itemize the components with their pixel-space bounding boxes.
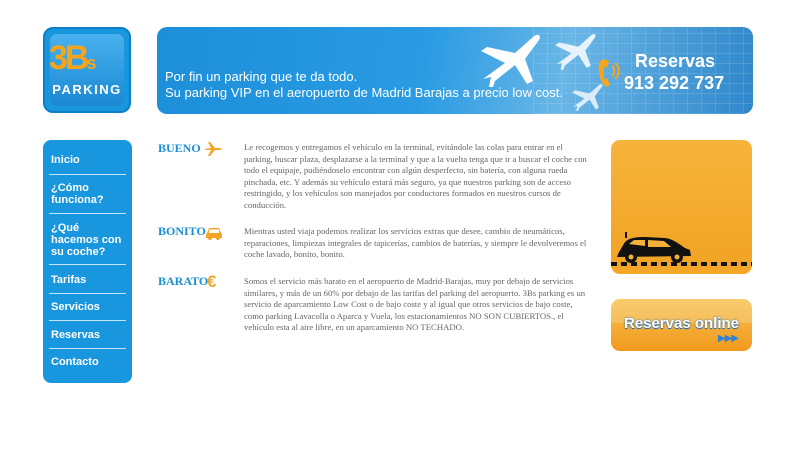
logo-mark: 3Bs	[49, 39, 97, 77]
nav-item-contacto[interactable]: Contacto	[51, 356, 99, 368]
car-illustration	[611, 140, 752, 274]
arrow-right-icon: ▶▶▶	[717, 333, 738, 344]
nav-item-inicio[interactable]: Inicio	[51, 154, 80, 166]
reservas-online-label: Reservas online	[623, 315, 740, 332]
plane-icon	[551, 29, 599, 71]
logo-word: PARKING	[52, 82, 122, 97]
feature-text-barato: Somos el servicio más barato en el aeropuerto de Madrid-Barajas, muy por debajo de servicios similares, y más de un 60% por debajo de las tarifas del parking del aeropuerto. 3Bs parking es un servicio de aparcamiento Low Cost o de bajo coste y al igual que otros servicios de bajo coste, como parking Lavacolla o Aparca y Vuela, los estacionamientos NO SON CUBIERTOS., el vehículo esta al aire libre, en un aparcamiento NO TECHADO.	[244, 276, 586, 333]
banner-tagline: Por fin un parking que te da todo.	[165, 69, 358, 84]
header-banner	[157, 27, 753, 114]
nav-item-como-funciona[interactable]: ¿Cómo funciona?	[51, 182, 104, 206]
nav-item-reservas[interactable]: Reservas	[51, 329, 100, 341]
nav-item-servicios[interactable]: Servicios	[51, 301, 100, 313]
phone-number[interactable]: 913 292 737	[624, 73, 725, 93]
banner-subtagline: Su parking VIP en el aeropuerto de Madrid Barajas a precio low cost.	[165, 85, 563, 100]
road-floor	[611, 266, 752, 274]
plane-icon	[475, 29, 545, 87]
phone-icon	[597, 55, 623, 91]
main-nav	[43, 140, 132, 383]
nav-item-que-hacemos[interactable]: ¿Qué hacemos con su coche?	[51, 222, 122, 258]
nav-divider	[49, 348, 126, 349]
feature-title-bueno: BUENO	[158, 141, 201, 155]
feature-title-barato: BARATO	[158, 274, 209, 288]
euro-icon: €	[207, 272, 217, 291]
nav-divider	[49, 213, 126, 214]
nav-divider	[49, 264, 126, 265]
feature-title-bonito: BONITO	[158, 224, 206, 238]
reservas-online-button[interactable]	[611, 299, 752, 351]
reservas-label: Reservas	[635, 51, 716, 71]
logo[interactable]	[43, 27, 131, 113]
nav-item-tarifas[interactable]: Tarifas	[51, 274, 87, 286]
nav-divider	[49, 293, 126, 294]
feature-text-bonito: Mientras usted viaja podemos realizar los servicios extras que desee, cambio de neumáticos, reparaciones, limpiezas integrales de tapicerías, cambios de baterías, y siempre le devolveremos el coche lavado, bonito, bonito.	[244, 226, 587, 260]
nav-divider	[49, 174, 126, 175]
plane-icon	[204, 140, 222, 158]
feature-text-bueno: Le recogemos y entregamos el vehículo en la terminal, evitándole las colas para entrar en el parking, buscar plaza, desplazarse a la terminal y que a la vuelta tenga que ir a buscar el coche con todo el equipaje, pudiéndoselo encontrar con algún desperfecto, sin batería, con alguna rueda pinchada, etc. Y además su vehículo estará más seguro, ya que nuestros parking son de acceso restringido, y los vehículos son manejados por conductores formados en nuestros cursos de conducción.	[244, 142, 587, 210]
car-icon	[615, 232, 693, 264]
nav-divider	[49, 320, 126, 321]
car-icon	[205, 226, 223, 241]
